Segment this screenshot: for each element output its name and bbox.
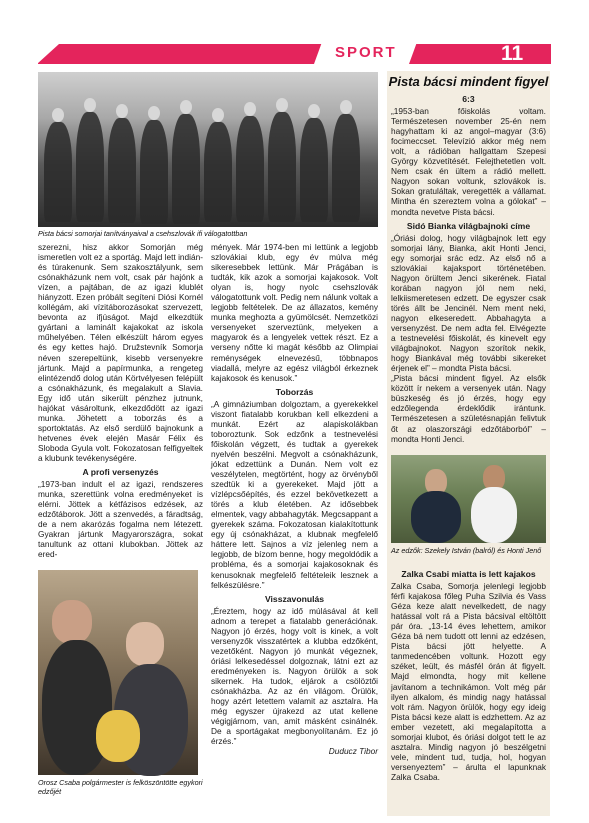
subheading: Zalka Csabi miatta is lett kajakos (401, 569, 536, 579)
paragraph: mények. Már 1974-ben mi lettünk a legjobb szlovákiai klub, egy év múlva még sikeresebbek lettünk. Már Prágában is tudták, kik azok a somorjai kajakosok. Volt olyan is, hogy nyolc csehszlovák válogatottunk volt. Pedig nem nálunk voltak a legjobb feltételek. De az állazatos, kemény munka meghozta a gyümölcsét. Nemzetközi versenyeket szerveztünk, melyeken a magyarok és a lengyelek vettek részt. Ez a verseny nőtte ki magát később az Olimpiai reménységek elnevezésű, többnapos viadallá, melyre az egész világból érkeznek kajakosok és kenusok.” (211, 242, 378, 383)
coaches-photo (391, 455, 546, 543)
photo-caption: Pista bácsi somorjai tanítványaival a csehszlovák ifi válogatottban (38, 229, 248, 238)
article-column-2 (211, 242, 378, 756)
sidebar-text-top (391, 94, 546, 444)
article-column-1 (38, 242, 203, 559)
page-number: 11 (501, 42, 524, 65)
header-bar (38, 44, 551, 64)
sidebar-text-bottom (391, 569, 546, 782)
subheading: Visszavonulás (264, 593, 325, 604)
subheading: A profi versenyzés (82, 467, 159, 478)
paragraph: „A gimnáziumban dolgoztam, a gyerekekkel viszont fiatalabb korukban kell elkezdeni a munkát. Ezért az alapiskolákban toboroztunk. Sok edzőnk a testnevelési főiskolán végzett, és tudtak a gyerekek nyelvén beszélni. Megvolt a csónakházunk, jókat edzettünk a Dunán. Nem volt ez veszélytelen, megtörtént, hogy az örvényből szedtük ki a gyerekeket. Majd jött a vízlépcsőépítés, és ezzel bekövetkezett a törés a klub életében. Az idősebbek elmentek, vagy abbahagyták. Megcsappant a gyerekek száma. Fokozatosan kialakítottunk egy új csónakházat, a klubnak megfelelő háttere lett. Sajnos a víz jelenleg nem a legjobb, de bízom benne, hogy megoldódik a probléma, és a somorjai kajakosoknak és kenusoknak megfelelő feltételeik lesznek a felkészülésre.” (211, 398, 378, 590)
subheading: 6:3 (462, 94, 475, 104)
paragraph: „Pista bácsi mindent figyel. Az elsők között ír nekem a versenyek után. Nagy büszkeség és jó érzés, hogy egy edzőlegenda érdeklődik irántunk. Természetesen a születésnapján felivtuk őt az olaszországi edzőtáborból” – mondta Honti Jenci. (391, 373, 546, 444)
sidebar-title: Pista bácsi mindent figyel (388, 74, 549, 89)
paragraph: szerezni, hisz akkor Somorján még ismeretlen volt ez a sportág. Majd lett indián- és túrakenunk. Sem szakosztályunk, sem csónakházunk nem volt, csak pár hajónk a vízen, a pajtában, de az igazi klublét hiányzott. Ezen próbált segíteni Diósi Kornél kollégám, aki vízitáborozásokat szervezett, bevonta az ifjúságot. Majd elkezdtük gyártani a laminált kajakokat az iskola műhelyében. Télen elkészült három egyes és egy kettes hajó. Družstevník Somorja néven szerepeltünk, kisebb versenyekre jártunk. Majd a papírmunka, a rengeteg elintézendő dolog után Körtvélyesen felépült a csónakházunk, és megalakult a Slavia. Egy idő után sikerült pénzhez jutnunk, hajókat vásároltunk, elkezdődött az igazi munka. Jöhetett a toborzás és a sportoktatás. Az első serdülő bajnokunk a hetvenes évek elején Masár Félix és Sloboda Gyula volt. Fokozatosan felfigyeltek a klubunk tevékenységére. (38, 242, 203, 463)
section-label: SPORT (313, 40, 417, 66)
paragraph: „1973-ban indult el az igazi, rendszeres munka, szerettünk volna eredményeket is elérni. Jöttek a kétfázisos edzések, az edzőtáborok. Jött a szenvedés, a fáradtság, de a nem akarózás fogalma nem létezett. Gyakran jártunk Magyarországra, sokat tanultunk az ottani klubokban. Jöttek az ered- (38, 479, 203, 560)
paragraph: „1953-ban főiskolás voltam. Természetesen november 25-én nem hagyhattam ki az angol–magyar (3:6) focimeccset. Televízió akkor még nem volt, a rádióban hallgattam Szepesi György közvetítését. Felejthetetlen volt. Nem csak én ültem a rádió mellett. Nagyon sokan voltunk, szlovákok is. Sokan gratuláltak, veregették a vállamat. Mintha én szereztem volna a gólokat” – mondta nevetve Pista bácsi. (391, 106, 546, 217)
subheading: Toborzás (275, 386, 314, 397)
paragraph: Zalka Csaba, Somorja jelenlegi legjobb férfi kajakosa főleg Puha Szilvia és Vass Géza keze alatt nevelkedett, de nagy hatással volt rá a Pista bácsival eltöltött pár óra. „13-14 éves lehettem, amikor Géza bá nem tudott ott lenni az edzésen, Pista bácsi jött helyette. A tanmedencében voltunk. Hozott egy széket, leült, és másfél órán át figyelt. Majd elmondta, hogy mit kellene javítanom a technikámon. Volt még pár ilyen alkalom, és mindig nagy hatással volt rám. Nagyon örülök, hogy egy ideig Pista bácsi keze alatt is edzhettem. Az az ember vezetett, aki megalapította a somorjai klubot, és óriási dolgot tett le az asztalra. Mindig nagyon jó beszélgetni vele, mindent tud, tudja, hol, hogyan versenyeztem” – árulta el lapunknak Zalka Csaba. (391, 581, 546, 782)
mayor-photo (38, 570, 198, 775)
subheading: Sidó Bianka világbajnoki címe (406, 220, 531, 231)
paragraph: „Óriási dolog, hogy világbajnok lett egy somorjai lány, Bianka, akit Honti Jenci, egy somorjai srác edz. Az első nő a szlovákiai kajaksport történetében. Nagyon örültem Jenci sikerének. Fiatal korában nagyon jól nem neki, lelkiismeretesen edzett. De egyszer csak törés állt be Jencinél. Nem ment neki, nagyon elkeseredett. Abbahagyta a versenyzést. De nem adta fel. Elvégezte a testnevelési főiskolát, és kinevelt egy világbajnokot. Nagyon szorítok nekik, hogy Biankával még további sikereket érjenek el” – mondta Pista bácsi. (391, 232, 546, 374)
paragraph: „Éreztem, hogy az idő múlásával át kell adnom a terepet a fiatalabb generációnak. Nagyon jó érzés, hogy volt is kinek, a volt versenyzők visszatértek a klubba edzőként, vezetőként. Nagyon jó munkát végeznek, óriási lelkesedéssel dolgoznak, látni ezt az eredményeken is. Nagyon örülök a sok sikernek. Ha tudok, eljárok a csölöztői csónakházba. Az az én világom. Örülök, hogy azért letettem valamit az asztalra. Ha még egyszer újrakezd az utat kellene végigjárnom, van, amit másként csinálnék. De a sportágakat megbonyolítanám. Ez jó érzés.” (211, 605, 378, 747)
team-photo (38, 72, 378, 227)
photo-caption: Orosz Csaba polgármester is felköszöntötte egykori edzőjét (38, 778, 203, 796)
author-signature: Duducz Tibor (328, 746, 378, 757)
photo-caption: Az edzők: Szekely István (balról) és Honti Jenő (391, 546, 542, 555)
